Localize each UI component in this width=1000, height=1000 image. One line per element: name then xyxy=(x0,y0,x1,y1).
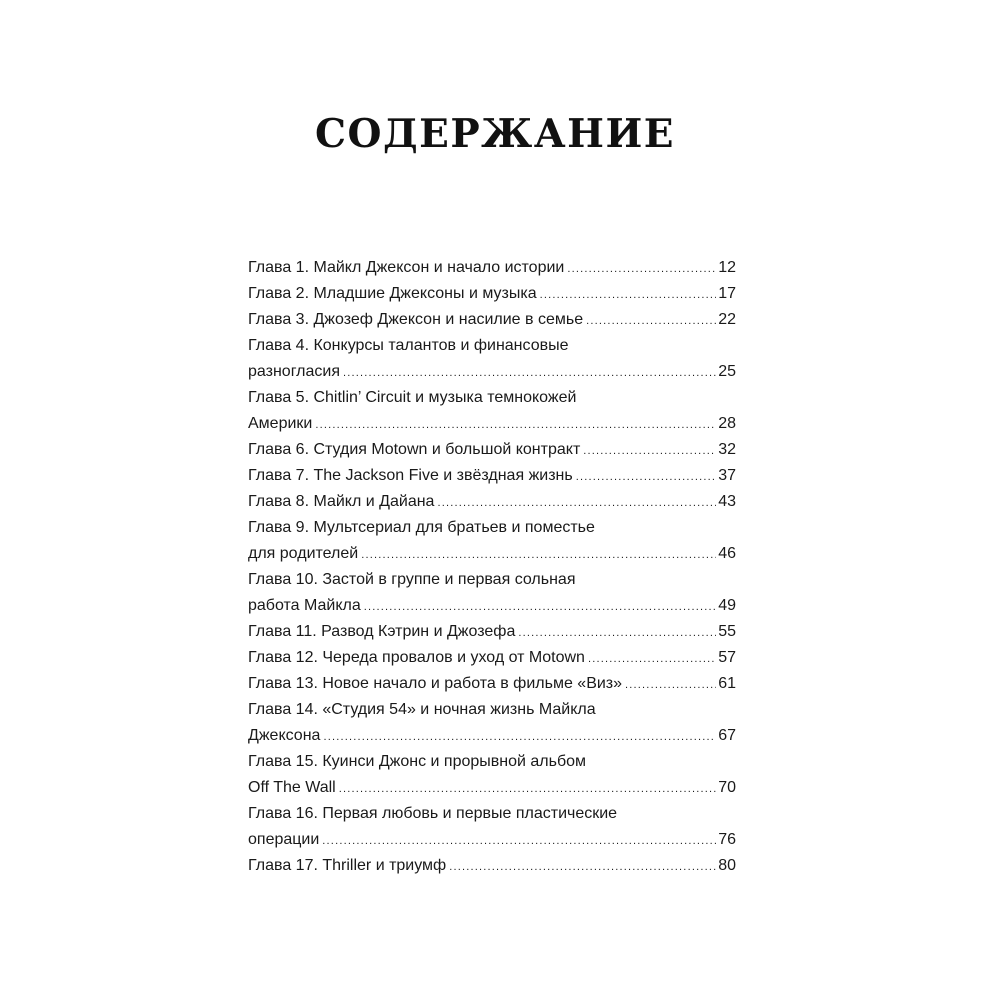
toc-entry-leader-line xyxy=(248,281,736,307)
toc-entry[interactable] xyxy=(248,749,736,801)
toc-entry-page-number: 32 xyxy=(718,441,736,458)
toc-entry-title: работа Майкла xyxy=(248,597,361,614)
toc-entry-leader-line xyxy=(248,437,736,463)
toc-entry[interactable] xyxy=(248,671,736,697)
dot-leader xyxy=(625,672,716,698)
dot-leader xyxy=(343,360,716,386)
toc-entry-title: Глава 11. Развод Кэтрин и Джозефа xyxy=(248,623,516,640)
toc-entry-leader-line xyxy=(248,671,736,697)
toc-entry-page-number: 28 xyxy=(718,415,736,432)
dot-leader xyxy=(518,620,716,646)
toc-entry-title: Глава 6. Студия Motown и большой контракт xyxy=(248,441,581,458)
dot-leader xyxy=(323,724,716,750)
toc-entry-title: Глава 17. Thriller и триумф xyxy=(248,857,447,874)
dot-leader xyxy=(361,542,716,568)
toc-entry-page-number: 70 xyxy=(718,779,736,796)
toc-entry[interactable] xyxy=(248,697,736,749)
toc-entry[interactable] xyxy=(248,619,736,645)
toc-entry[interactable] xyxy=(248,489,736,515)
toc-entry-leader-line xyxy=(248,463,736,489)
toc-entry-title: Off The Wall xyxy=(248,779,336,796)
toc-entry-page-number: 67 xyxy=(718,727,736,744)
toc-entry-title: Глава 7. The Jackson Five и звёздная жизнь xyxy=(248,467,573,484)
toc-entry-page-number: 37 xyxy=(718,467,736,484)
toc-entry-leader-line xyxy=(248,723,736,749)
toc-entry-title: для родителей xyxy=(248,545,359,562)
toc-entry[interactable] xyxy=(248,567,736,619)
toc-entry-title: операции xyxy=(248,831,320,848)
toc-entry-page-number: 46 xyxy=(718,545,736,562)
toc-entry-title: Джексона xyxy=(248,727,321,744)
dot-leader xyxy=(339,776,716,802)
toc-entry-page-number: 49 xyxy=(718,597,736,614)
dot-leader xyxy=(437,490,716,516)
toc-entry-page-number: 22 xyxy=(718,311,736,328)
dot-leader xyxy=(567,256,716,282)
toc-entry-title: разногласия xyxy=(248,363,341,380)
dot-leader xyxy=(315,412,716,438)
dot-leader xyxy=(322,828,716,854)
dot-leader xyxy=(540,282,717,308)
toc-entry-leader-line xyxy=(248,489,736,515)
toc-entry[interactable] xyxy=(248,437,736,463)
toc-entry-page-number: 76 xyxy=(718,831,736,848)
toc-entry-page-number: 57 xyxy=(718,649,736,666)
toc-entry-page-number: 12 xyxy=(718,259,736,276)
page-title: СОДЕРЖАНИЕ xyxy=(314,111,676,157)
toc-entry-leader-line xyxy=(248,619,736,645)
dot-leader xyxy=(586,308,716,334)
table-of-contents xyxy=(248,255,736,879)
toc-entry-title-line: Глава 9. Мультсериал для братьев и поместье xyxy=(248,519,595,536)
toc-entry-leader-line xyxy=(248,827,736,853)
toc-entry[interactable] xyxy=(248,801,736,853)
toc-entry-title: Глава 8. Майкл и Дайана xyxy=(248,493,435,510)
toc-entry[interactable] xyxy=(248,853,736,879)
toc-entry[interactable] xyxy=(248,515,736,567)
toc-entry-leader-line xyxy=(248,411,736,437)
toc-entry-leader-line xyxy=(248,255,736,281)
dot-leader xyxy=(364,594,716,620)
toc-entry-title-line: Глава 15. Куинси Джонс и прорывной альбом xyxy=(248,753,587,770)
toc-entry-title-line: Глава 10. Застой в группе и первая сольная xyxy=(248,571,576,588)
toc-entry-title: Америки xyxy=(248,415,313,432)
dot-leader xyxy=(576,464,716,490)
toc-entry-title-line: Глава 4. Конкурсы талантов и финансовые xyxy=(248,337,569,354)
toc-entry-title-line: Глава 16. Первая любовь и первые пластические xyxy=(248,805,618,822)
toc-entry-leader-line xyxy=(248,645,736,671)
toc-entry[interactable] xyxy=(248,645,736,671)
toc-entry-page-number: 17 xyxy=(718,285,736,302)
toc-entry-leader-line xyxy=(248,307,736,333)
toc-entry-title: Глава 1. Майкл Джексон и начало истории xyxy=(248,259,565,276)
toc-entry-title: Глава 3. Джозеф Джексон и насилие в семье xyxy=(248,311,584,328)
toc-entry[interactable] xyxy=(248,463,736,489)
toc-entry-leader-line xyxy=(248,853,736,879)
dot-leader xyxy=(588,646,716,672)
toc-entry[interactable] xyxy=(248,281,736,307)
toc-entry-leader-line xyxy=(248,775,736,801)
dot-leader xyxy=(583,438,716,464)
toc-entry-title: Глава 13. Новое начало и работа в фильме «Виз» xyxy=(248,675,623,692)
toc-entry[interactable] xyxy=(248,385,736,437)
toc-entry-title-line: Глава 14. «Студия 54» и ночная жизнь Майкла xyxy=(248,701,596,718)
toc-entry[interactable] xyxy=(248,255,736,281)
toc-entry-title-line: Глава 5. Chitlin’ Circuit и музыка темнокожей xyxy=(248,389,577,406)
toc-entry-page-number: 55 xyxy=(718,623,736,640)
dot-leader xyxy=(449,854,716,880)
toc-entry-page-number: 61 xyxy=(718,675,736,692)
toc-entry-title: Глава 2. Младшие Джексоны и музыка xyxy=(248,285,537,302)
toc-entry-page-number: 80 xyxy=(718,857,736,874)
toc-entry[interactable] xyxy=(248,307,736,333)
toc-entry-page-number: 25 xyxy=(718,363,736,380)
toc-entry-leader-line xyxy=(248,359,736,385)
toc-entry-leader-line xyxy=(248,593,736,619)
toc-entry[interactable] xyxy=(248,333,736,385)
toc-entry-title: Глава 12. Череда провалов и уход от Motown xyxy=(248,649,585,666)
toc-entry-page-number: 43 xyxy=(718,493,736,510)
toc-entry-leader-line xyxy=(248,541,736,567)
